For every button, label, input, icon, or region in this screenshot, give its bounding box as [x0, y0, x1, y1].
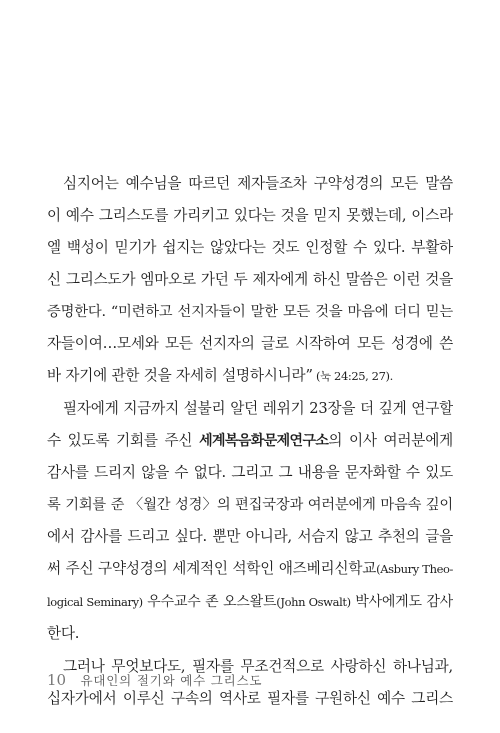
text-run: 수 있도록 기회를 주신: [47, 432, 200, 449]
text-run: (Asbury Theo-: [376, 562, 453, 576]
text-run: 십자가에서 이루신 구속의 역사로 필자를 구원하신 예수 그리스: [47, 690, 453, 707]
text-line: [47, 624, 79, 644]
text-run: 한다.: [47, 625, 80, 642]
page-footer: [47, 671, 262, 690]
text-run: 심지어는 예수님을 따르던 제자들조차 구약성경의 모든 말씀: [63, 175, 453, 192]
text-run: 바 자기에 관한 것을 자세히 설명하시니라”: [47, 367, 313, 384]
text-run: (눅 24:25, 27).: [312, 369, 393, 383]
text-run: 신 그리스도가 엠마오로 가던 두 제자에게 하신 말씀은 이런 것을: [47, 271, 453, 288]
text-line: [47, 592, 453, 612]
text-line: [47, 334, 453, 354]
text-run: 써 주신 구약성경의 세계적인 석학인 애즈베리신학교: [47, 560, 377, 577]
text-line: [47, 463, 453, 483]
text-line: [47, 206, 453, 226]
text-run: 우수교수 존 오스왈트: [142, 594, 277, 610]
text-run: 이 예수 그리스도를 가리키고 있다는 것을 믿지 못했는데, 이스라: [47, 207, 453, 224]
text-line: [63, 399, 453, 419]
text-line: [47, 689, 453, 709]
text-line: [47, 302, 453, 322]
text-run: 필자에게 지금까지 설불리 알던 레위기 23장을 더 깊게 연구할: [63, 400, 453, 417]
page-number: 10: [47, 671, 67, 689]
text-line: [47, 431, 453, 451]
text-run: 자들이여…모세와 모든 선지자의 글로 시작하여 모든 성경에 쓴: [47, 335, 453, 352]
text-run: 감사를 드리지 않을 수 없다. 그리고 그 내용을 문자화할 수 있도: [47, 464, 453, 481]
text-line: [47, 238, 453, 258]
text-run: 록 기회를 준 〈월간 성경〉의 편집국장과 여러분에게 마음속 깊이: [47, 497, 453, 513]
text-line: [63, 174, 453, 194]
text-line: [47, 559, 453, 579]
text-line: [47, 270, 453, 290]
emphasized-text: 세계복음화문제연구소: [199, 433, 329, 449]
text-run: 엘 백성이 믿기가 쉽지는 않았다는 것도 인정할 수 있다. 부활하: [47, 239, 453, 256]
text-line: [47, 527, 453, 547]
running-title: 유대인의 절기와 예수 그리스도: [80, 673, 263, 688]
text-run: 박사에게도 감사: [350, 594, 453, 610]
text-run: (John Oswalt): [276, 595, 351, 609]
text-line: [47, 366, 393, 386]
text-run: 의 이사 여러분에게: [328, 432, 453, 449]
text-line: [47, 495, 453, 515]
text-run: 증명한다. “미련하고 선지자들이 말한 모든 것을 마음에 더디 믿는: [47, 304, 453, 320]
text-run: 에서 감사를 드리고 싶다. 뿐만 아니라, 서슴지 않고 추천의 글을: [47, 528, 453, 545]
text-run: logical Seminary): [47, 595, 143, 609]
text-run: 그러나 무엇보다도, 필자를 무조건적으로 사랑하신 하나님과,: [63, 658, 453, 675]
